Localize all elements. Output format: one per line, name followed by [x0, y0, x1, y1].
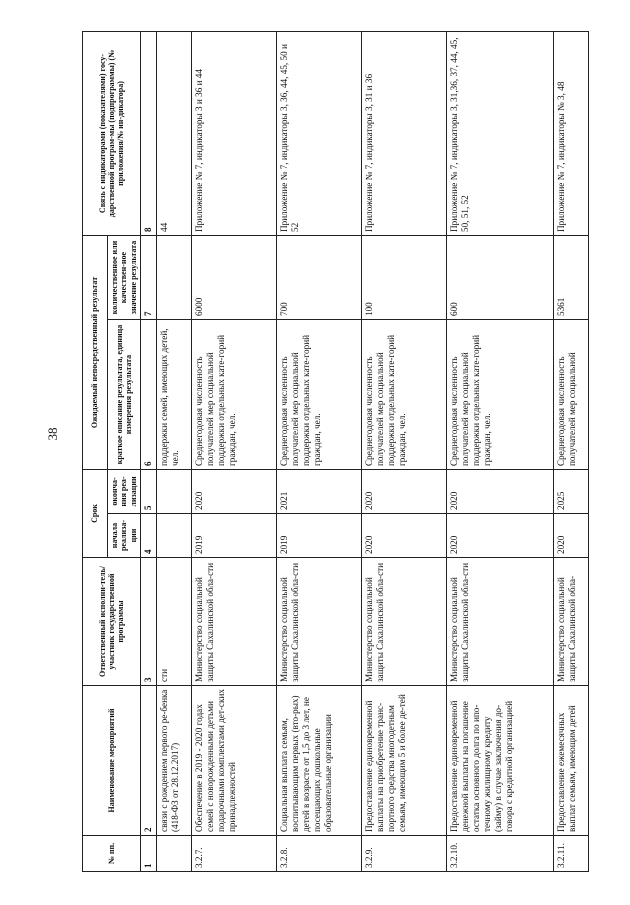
row-desc: Среднегодовая численность получателей мер социальной поддержки отдельных кате-горий граждан, чел.: [362, 320, 447, 470]
row-num: 3.2.8.: [277, 836, 362, 872]
table-row: [277, 32, 362, 872]
rotated-table-wrapper: [82, 32, 620, 872]
header-term-end: оконча-ния реа-лизации: [108, 470, 141, 514]
column-numbers-row: [141, 32, 157, 872]
row-end: 2021: [277, 470, 362, 514]
table-row: [157, 32, 192, 872]
col-number: 1: [141, 836, 157, 872]
row-value: 700: [277, 236, 362, 320]
row-end: 2020: [447, 470, 554, 514]
header-term-start: начала реализа-ции: [108, 514, 141, 558]
row-num: 3.2.11.: [554, 836, 589, 872]
col-number: 4: [141, 514, 157, 558]
row-num: 3.2.10.: [447, 836, 554, 872]
row-name: связи с рождением первого ре-бенка (418-ФЗ от 28.12.2017): [157, 686, 192, 836]
row-responsible: Министерство социальной защиты Сахалинской обла-сти: [362, 558, 447, 686]
row-num: 3.2.7.: [192, 836, 277, 872]
row-link: Приложение № 7, индикаторы 3, 31 и 36: [362, 32, 447, 236]
header-result: Ожидаемый непосредственный результат: [83, 236, 108, 470]
row-link: Приложение № 7, индикаторы 3, 31,36, 37, 44, 45, 50, 51, 52: [447, 32, 554, 236]
row-value: 100: [362, 236, 447, 320]
page-number: 38: [45, 427, 60, 441]
table-row: [362, 32, 447, 872]
row-name: Предоставление единовременной выплаты на приобретение транс-портного средства многодетным семьям, имеющим 5 и более де-тей: [362, 686, 447, 836]
row-link: Приложение № 7, индикаторы 3 и 36 и 44: [192, 32, 277, 236]
col-number: 6: [141, 320, 157, 470]
header-link: Связь с индикаторами (показателями) госу-дарственной програм-мы (подпрограммы) (№ приложения/№ ин-дикатора): [83, 32, 141, 236]
row-link: Приложение № 7, индикаторы 3, 36, 44, 45, 50 и 52: [277, 32, 362, 236]
row-end: 2025: [554, 470, 589, 514]
row-value: 6000: [192, 236, 277, 320]
header-result-value: количественное или качествен-ное значение результата: [108, 236, 141, 320]
col-number: 3: [141, 558, 157, 686]
header-name: Наименование мероприятий: [83, 686, 141, 836]
row-responsible: Министерство социальной защиты Сахалинской обла-сти: [277, 558, 362, 686]
row-start: 2020: [554, 514, 589, 558]
table-row: [447, 32, 554, 872]
header-term: Срок: [83, 470, 108, 558]
row-start: 2020: [447, 514, 554, 558]
row-responsible: Министерство социальной защиты Сахалинской обла-сти: [447, 558, 554, 686]
row-num: 3.2.9.: [362, 836, 447, 872]
col-number: 7: [141, 236, 157, 320]
row-end: 2020: [362, 470, 447, 514]
row-name: Предоставление ежемесячных выплат семьям, имеющим детей: [554, 686, 589, 836]
table-row: [554, 32, 589, 872]
row-value: 5361: [554, 236, 589, 320]
row-start: 2019: [277, 514, 362, 558]
row-link: 44: [157, 32, 192, 236]
row-desc: поддержки семей, имеющих детей, чел.: [157, 320, 192, 470]
header-num: № пп.: [83, 836, 141, 872]
col-number: 5: [141, 470, 157, 514]
program-measures-table: [82, 31, 589, 872]
col-number: 8: [141, 32, 157, 236]
row-desc: Среднегодовая численность получателей мер социальной поддержки отдельных кате-горий граждан, чел.: [277, 320, 362, 470]
row-responsible: сти: [157, 558, 192, 686]
row-name: Социальная выплата семьям, воспитывающим первых (вто-рых) детей в возрасте от 1,5 до 3 лет, не посещающих дошкольные образовательные организации: [277, 686, 362, 836]
row-start: 2019: [192, 514, 277, 558]
row-value: [157, 236, 192, 320]
col-number: 2: [141, 686, 157, 836]
row-desc: Среднегодовая численность получателей мер социальной поддержки отдельных кате-горий граждан, чел.: [192, 320, 277, 470]
row-start: [157, 514, 192, 558]
row-name: Предоставление единовременной денежной выплаты на погашение остатка основного долга по ипо-течному жилищному кредиту (займу) в случае заключения до-говора с кредитной организацией: [447, 686, 554, 836]
row-responsible: Министерство социальной защиты Сахалинской обла-: [554, 558, 589, 686]
header-responsible: Ответственный исполни-тель/участник государственной программы: [83, 558, 141, 686]
header-result-desc: краткое описание результата, единица измерения результата: [108, 320, 141, 470]
row-link: Приложение № 7, индикаторы № 3, 48: [554, 32, 589, 236]
header-row: [83, 32, 108, 872]
row-desc: Среднегодовая численность получателей мер социальной: [554, 320, 589, 470]
row-end: 2020: [192, 470, 277, 514]
row-desc: Среднегодовая численность получателей мер социальной поддержки отдельных кате-горий граждан, чел.: [447, 320, 554, 470]
row-end: [157, 470, 192, 514]
row-start: 2020: [362, 514, 447, 558]
row-num: [157, 836, 192, 872]
row-responsible: Министерство социальной защиты Сахалинской обла-сти: [192, 558, 277, 686]
row-value: 600: [447, 236, 554, 320]
row-name: Обеспечение в 2019 - 2020 годах семей с новорожденными детьми подарочными комплектами дет-ских принадлежностей: [192, 686, 277, 836]
table-row: [192, 32, 277, 872]
